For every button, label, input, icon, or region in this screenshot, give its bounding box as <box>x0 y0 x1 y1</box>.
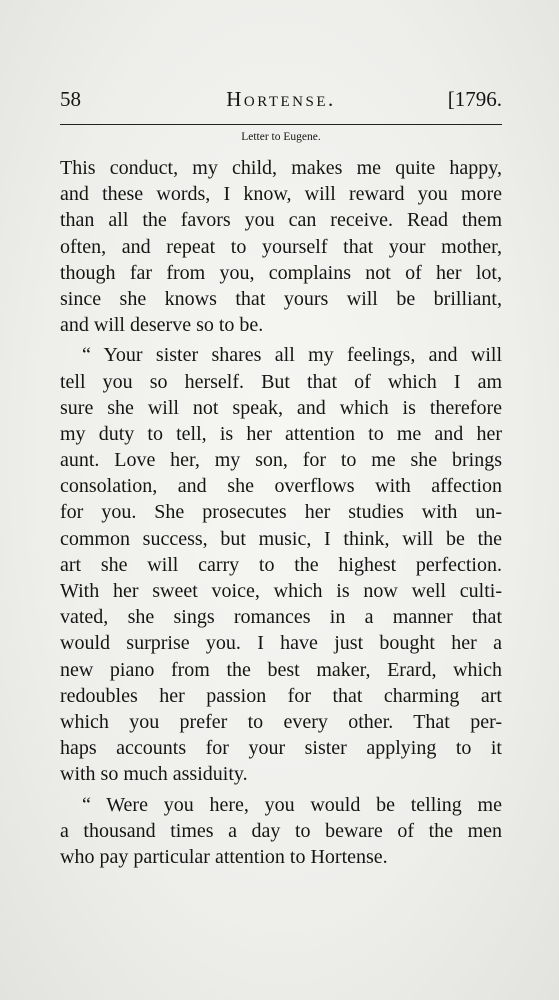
paragraph <box>60 155 502 338</box>
text-line: and these words, I know, will reward you more <box>60 183 502 206</box>
paragraph <box>60 792 502 871</box>
text-line: my duty to tell, is her attention to me and her <box>60 422 502 445</box>
running-title: Hortense. <box>226 87 336 111</box>
text-line: often, and repeat to yourself that your mother, <box>60 235 502 258</box>
text-line: and will deserve so to be. <box>60 314 264 337</box>
text-line: new piano from the best maker, Erard, which <box>60 658 502 681</box>
text-line: This conduct, my child, makes me quite happy, <box>60 157 502 179</box>
body-text <box>60 155 502 870</box>
text-line: for you. She prosecutes her studies with un- <box>60 501 502 524</box>
text-line: who pay particular attention to Hortense. <box>60 845 388 868</box>
text-line: redoubles her passion for that charming art <box>60 684 502 707</box>
text-line: tell you so herself. But that of which I am <box>60 370 502 393</box>
text-line: aunt. Love her, my son, for to me she brings <box>60 449 502 472</box>
text-line: art she will carry to the highest perfection. <box>60 553 502 576</box>
text-line: than all the favors you can receive. Read them <box>60 209 502 232</box>
text-line: would surprise you. I have just bought her a <box>60 632 502 655</box>
page-number: 58 <box>60 87 81 111</box>
text-line: With her sweet voice, which is now well culti- <box>60 580 502 602</box>
text-line: vated, she sings romances in a manner that <box>60 606 502 629</box>
text-line: though far from you, complains not of her lot, <box>60 261 502 284</box>
header-rule <box>60 124 502 125</box>
page-header <box>60 87 502 123</box>
paragraph <box>60 342 502 787</box>
text-line: a thousand times a day to beware of the men <box>60 819 502 842</box>
text-line: which you prefer to every other. That per- <box>60 710 502 733</box>
section-subhead: Letter to Eugene. <box>241 131 321 143</box>
text-line: since she knows that yours will be brilliant, <box>60 287 502 310</box>
text-line: sure she will not speak, and which is therefore <box>60 396 502 419</box>
header-year: [1796. <box>447 87 502 111</box>
text-line: “ Your sister shares all my feelings, and will <box>82 344 502 367</box>
text-line: haps accounts for your sister applying to it <box>60 737 502 760</box>
text-line: consolation, and she overflows with affection <box>60 475 502 498</box>
text-line: common success, but music, I think, will be the <box>60 527 502 550</box>
text-line: “ Were you here, you would be telling me <box>82 793 502 816</box>
text-line: with so much assiduity. <box>60 763 248 786</box>
